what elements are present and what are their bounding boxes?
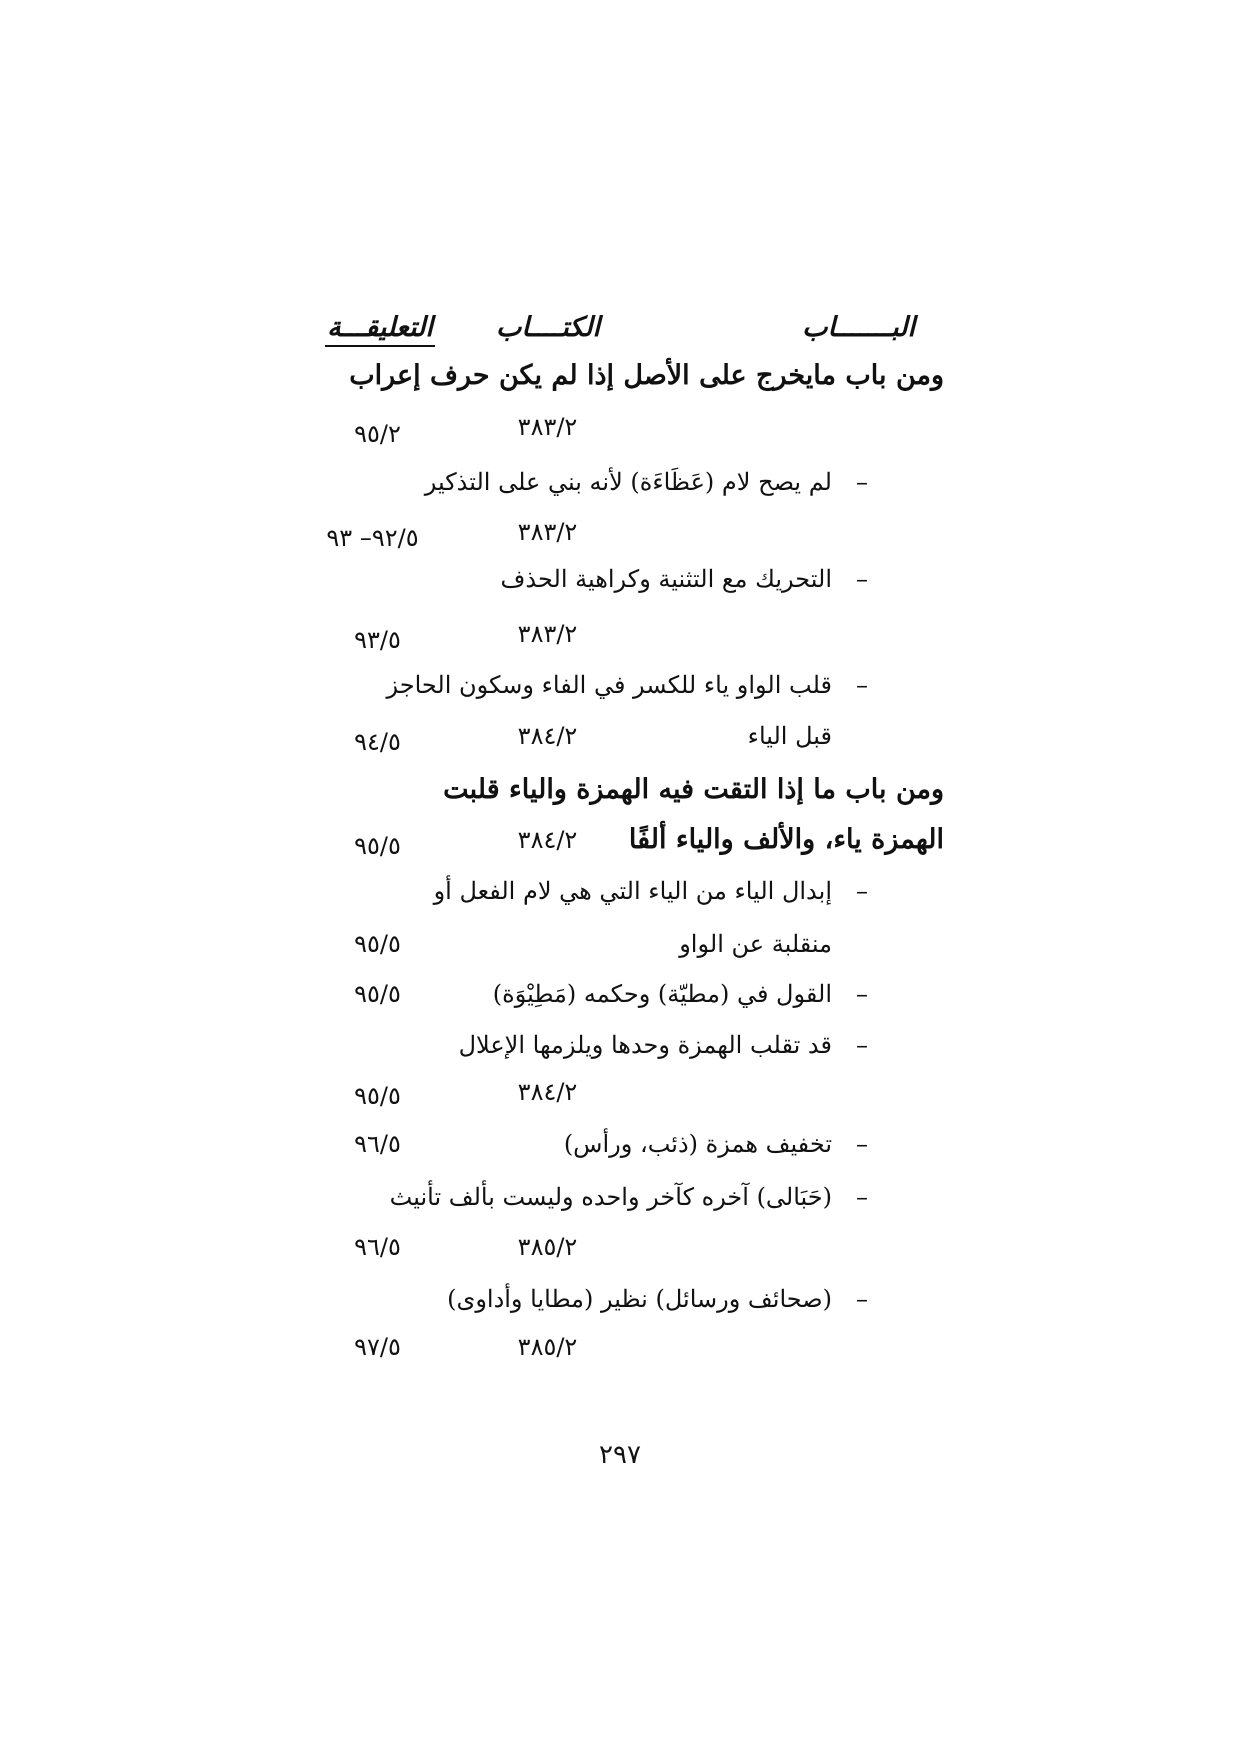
ref-taliqa: ٩٥/٥ (354, 832, 401, 860)
ref-kitab: ٣٨٥/٢ (517, 1333, 578, 1361)
list-item-text-cont: منقلبة عن الواو (679, 930, 832, 958)
ref-kitab: ٣٨٣/٢ (517, 620, 578, 648)
ref-kitab: ٣٨٣/٢ (517, 518, 578, 546)
list-item-text: التحريك مع التثنية وكراهية الحذف (500, 565, 832, 593)
ref-taliqa: ٩٥/٥ (354, 1082, 401, 1110)
list-item-text: قلب الواو ياء للكسر في الفاء وسكون الحاجز (386, 671, 832, 699)
list-item-text: تخفيف همزة (ذئب، ورأس) (563, 1130, 832, 1158)
list-item-text: القول في (مطيّة) وحكمه (مَطِيْوَة) (492, 980, 832, 1008)
ref-taliqa: ٩٢/٥– ٩٣ (326, 524, 419, 552)
section-title: ومن باب مايخرج على الأصل إذا لم يكن حرف إعراب (349, 360, 944, 391)
list-item-text-cont: قبل الياء (747, 722, 832, 750)
list-dash: – (856, 565, 868, 593)
ref-kitab: ٣٨٤/٢ (517, 1078, 578, 1106)
section-title: ومن باب ما إذا التقت فيه الهمزة والياء قلبت (443, 774, 944, 805)
page-number: ٢٩٧ (599, 1440, 641, 1470)
list-dash: – (856, 1130, 868, 1158)
ref-taliqa: ٩٤/٥ (354, 728, 401, 756)
ref-taliqa: ٩٥/٥ (354, 930, 401, 958)
ref-kitab: ٣٨٤/٢ (517, 826, 578, 854)
ref-taliqa: ٩٥/٢ (354, 420, 401, 448)
list-item-text: قد تقلب الهمزة وحدها ويلزمها الإعلال (458, 1031, 832, 1059)
ref-kitab: ٣٨٥/٢ (517, 1233, 578, 1261)
column-header-taliqa: التعليقـــة (325, 312, 435, 347)
column-header-kitab: الكتــــاب (495, 312, 601, 343)
ref-taliqa: ٩٣/٥ (354, 626, 401, 654)
column-header-bab: البـــــــاب (802, 312, 915, 343)
list-item-text: (صحائف ورسائل) نظير (مطايا وأداوى) (447, 1285, 832, 1313)
list-dash: – (856, 1031, 868, 1059)
list-dash: – (856, 980, 868, 1008)
list-dash: – (856, 671, 868, 699)
ref-taliqa: ٩٦/٥ (354, 1130, 401, 1158)
ref-kitab: ٣٨٣/٢ (517, 413, 578, 441)
ref-taliqa: ٩٦/٥ (354, 1233, 401, 1261)
ref-kitab: ٣٨٤/٢ (517, 722, 578, 750)
list-dash: – (856, 877, 868, 905)
list-dash: – (856, 1183, 868, 1211)
ref-taliqa: ٩٧/٥ (354, 1333, 401, 1361)
ref-taliqa: ٩٥/٥ (354, 980, 401, 1008)
list-dash: – (856, 468, 868, 496)
list-item-text: إبدال الياء من الياء التي هي لام الفعل أو (433, 877, 832, 905)
list-item-text: لم يصح لام (عَظَاءَة) لأنه بني على التذكير (424, 468, 832, 496)
list-dash: – (856, 1285, 868, 1313)
list-item-text: (حَبَالى) آخره كآخر واحده وليست بألف تأنيث (389, 1183, 832, 1211)
section-title-cont: الهمزة ياء، والألف والياء ألفًا (628, 824, 944, 855)
